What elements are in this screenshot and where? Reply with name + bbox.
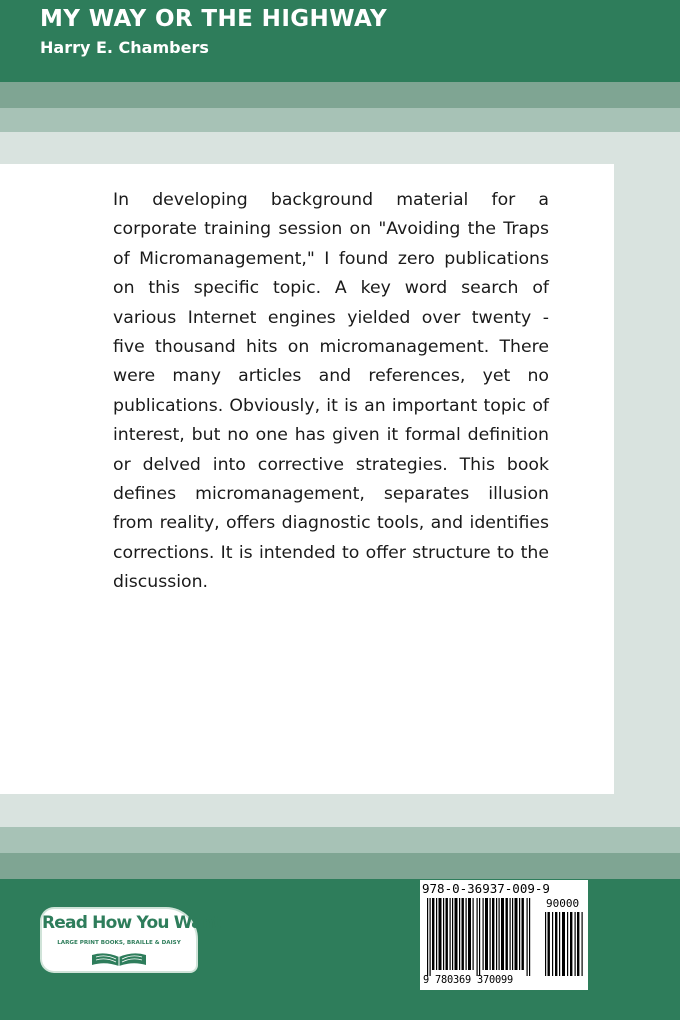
price-addon-barcode (544, 912, 584, 976)
publisher-logo (42, 909, 221, 971)
book-title: MY WAY OR THE HIGHWAY (40, 6, 387, 32)
ean-barcode (426, 898, 532, 976)
barcode-box (420, 880, 588, 990)
bottom-stripe-dark (0, 853, 680, 879)
logo-title: Read How You Want (42, 913, 221, 933)
top-stripe-light (0, 108, 680, 132)
author-name: Harry E. Chambers (40, 38, 209, 57)
price-code: 90000 (546, 897, 580, 910)
isbn-text: 978-0-36937-009-9 (422, 881, 550, 896)
header-bar (0, 0, 680, 82)
top-stripe-dark (0, 82, 680, 108)
open-book-icon (90, 951, 148, 967)
blurb-text: In developing background material for a corporate training session on "Avoiding the Traps of Micromanagement," I found zero publications on this specific topic. A key word search of various Internet engines yielded over twenty - five thousand hits on micromanagement. There were many articles and references, yet no publications. Obviously, it is an important topic of interest, but no one has given it formal definition or delved into corrective strategies. This book defines micromanagement, separates illusion from reality, offers diagnostic tools, and identifies corrections. It is intended to offer structure to the discussion. (113, 190, 549, 593)
bottom-stripe-light (0, 827, 680, 853)
isbn-digits: 9 780369 370099 (423, 974, 513, 986)
logo-subtitle: LARGE PRINT BOOKS, BRAILLE & DAISY (57, 940, 181, 946)
